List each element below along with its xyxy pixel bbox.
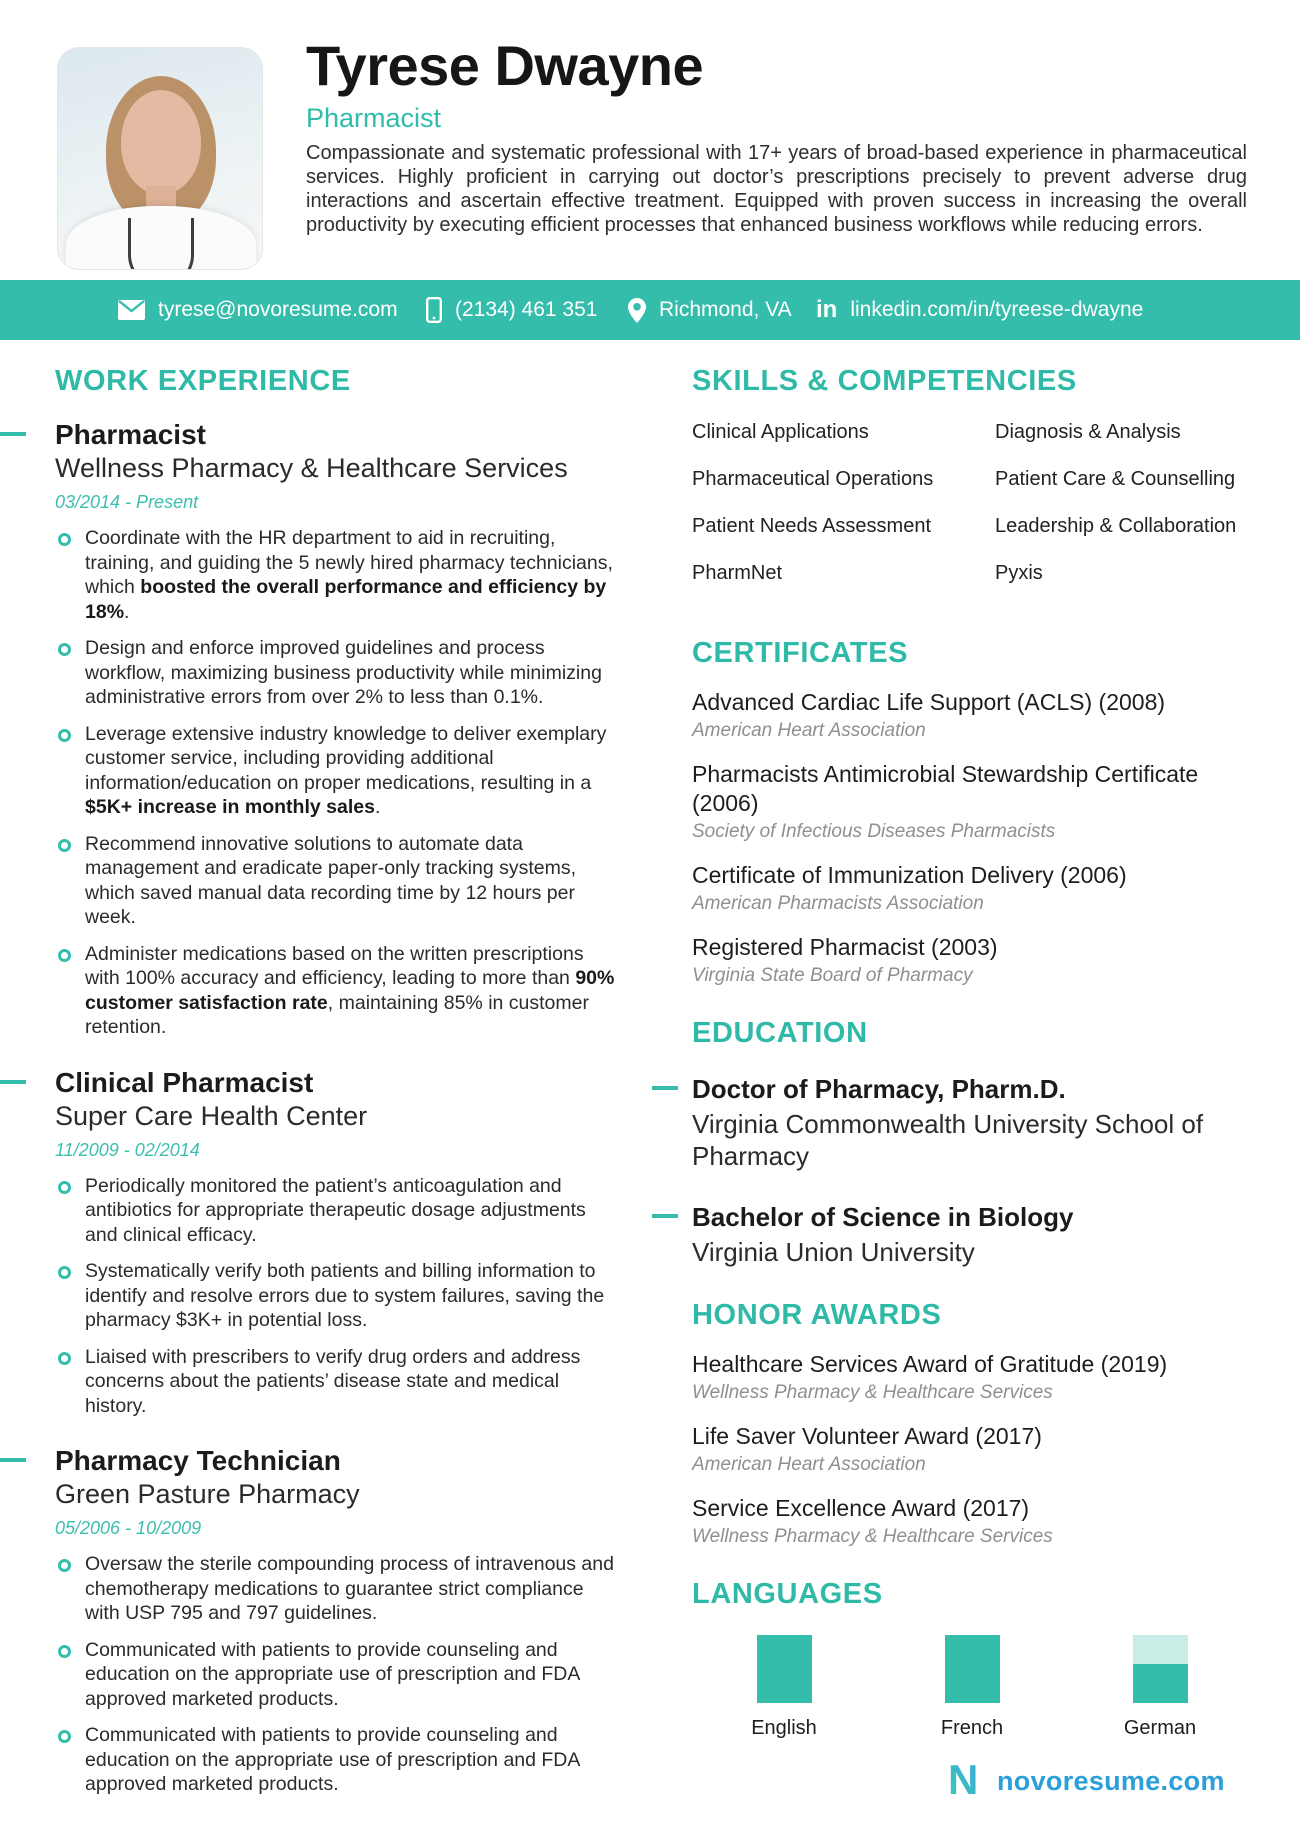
language-name: French xyxy=(940,1717,1004,1739)
education-section xyxy=(692,1016,1258,1268)
education-degree: Bachelor of Science in Biology xyxy=(692,1202,1074,1232)
job-entry xyxy=(55,1066,620,1419)
job-dates: 05/2006 - 10/2009 xyxy=(55,1518,202,1538)
language-level-box xyxy=(1133,1635,1188,1703)
language-level-fill xyxy=(1133,1664,1188,1703)
bullet-text: Recommend innovative solutions to automate data management and eradicate paper-only tracking systems, which saved manual data recording time by 12 hours per week. xyxy=(85,832,577,928)
job-bullet xyxy=(55,1345,620,1419)
certificates-heading: CERTIFICATES xyxy=(692,637,909,669)
professional-summary: Compassionate and systematic professional with 17+ years of broad-based experience in pharmaceutical services. Highly proficient in carrying out doctor’s prescriptions precisely to prevent adverse drug interactions and ascertain effective treatment. Equipped with proven success in increasing the overall productivity by executing efficient processes that enhanced business workflows while reducing errors. xyxy=(306,142,1247,236)
profile-photo xyxy=(57,47,263,270)
skill-item: Patient Needs Assessment xyxy=(692,515,932,537)
envelope-icon xyxy=(118,300,145,320)
skills-heading: SKILLS & COMPETENCIES xyxy=(692,365,1077,397)
work-experience-heading: WORK EXPERIENCE xyxy=(55,365,351,397)
bullet-text: , maintaining 85% in customer retention. xyxy=(85,991,589,1038)
education-degree: Doctor of Pharmacy, Pharm.D. xyxy=(692,1074,1066,1104)
job-bullet xyxy=(55,832,620,930)
bullet-text: Communicated with patients to provide counseling and education on the appropriate use of prescription and FDA approved marketed products. xyxy=(85,1638,580,1710)
award-issuer: Wellness Pharmacy & Healthcare Services xyxy=(692,1382,1053,1403)
language-item xyxy=(1102,1635,1218,1740)
education-school: Virginia Union University xyxy=(692,1237,975,1267)
honor-awards-heading: HONOR AWARDS xyxy=(692,1299,942,1331)
award-issuer: Wellness Pharmacy & Healthcare Services xyxy=(692,1526,1053,1547)
job-bullet xyxy=(55,1723,620,1797)
job-bullet xyxy=(55,1638,620,1712)
language-level-fill xyxy=(945,1635,1000,1703)
contact-email-text: tyrese@novoresume.com xyxy=(158,298,398,321)
contact-linkedin-text: linkedin.com/in/tyreese-dwayne xyxy=(850,298,1144,321)
language-level-box xyxy=(945,1635,1000,1703)
job-bullet xyxy=(55,1552,620,1626)
job-list xyxy=(55,418,620,1797)
job-bullet xyxy=(55,1174,620,1248)
contact-linkedin[interactable] xyxy=(816,280,1143,340)
contact-location-text: Richmond, VA xyxy=(659,298,792,321)
award-title: Service Excellence Award (2017) xyxy=(692,1495,1030,1521)
contact-phone[interactable] xyxy=(426,280,597,340)
skill-item: Diagnosis & Analysis xyxy=(995,421,1181,443)
language-item xyxy=(726,1635,842,1740)
education-item xyxy=(692,1074,1258,1172)
contact-email[interactable] xyxy=(118,280,398,340)
photo-stethoscope-shape xyxy=(128,218,194,270)
job-bullet xyxy=(55,942,620,1040)
skill-item: Pharmaceutical Operations xyxy=(692,468,934,490)
language-level-box xyxy=(757,1635,812,1703)
skill-item: Clinical Applications xyxy=(692,421,869,443)
certificate-issuer: Society of Infectious Diseases Pharmacists xyxy=(692,821,1056,842)
job-entry xyxy=(55,418,620,1040)
bullet-text: Leverage extensive industry knowledge to deliver exemplary customer service, including providing additional information/education on proper medications, resulting in a xyxy=(85,722,607,794)
bullet-text: Design and enforce improved guidelines and process workflow, maximizing business productivity while minimizing administrative errors from over 2% to less than 0.1%. xyxy=(85,637,602,708)
job-bullet xyxy=(55,722,620,820)
job-company: Green Pasture Pharmacy xyxy=(55,1479,360,1509)
phone-icon xyxy=(426,297,442,323)
languages-section xyxy=(692,1577,1258,1785)
skill-item: Pyxis xyxy=(995,562,1043,584)
award-title: Life Saver Volunteer Award (2017) xyxy=(692,1423,1042,1449)
photo-face-shape xyxy=(121,90,201,194)
certificate-item xyxy=(692,861,1258,916)
novoresume-brand[interactable] xyxy=(946,1758,1225,1805)
award-item xyxy=(692,1422,1258,1477)
contact-phone-text: (2134) 461 351 xyxy=(455,298,598,321)
languages-heading: LANGUAGES xyxy=(692,1578,883,1610)
certificate-item xyxy=(692,688,1258,743)
contact-bar xyxy=(0,280,1300,340)
job-bullet xyxy=(55,1259,620,1333)
job-company: Super Care Health Center xyxy=(55,1100,368,1131)
certificate-title: Registered Pharmacist (2003) xyxy=(692,934,998,960)
candidate-name: Tyrese Dwayne xyxy=(306,34,704,97)
bullet-text: Communicated with patients to provide counseling and education on the appropriate use of prescription and FDA approved marketed products. xyxy=(85,1724,580,1795)
linkedin-icon: in xyxy=(816,296,838,323)
right-column xyxy=(692,364,1258,1813)
education-list xyxy=(692,1074,1258,1268)
skill-item: PharmNet xyxy=(692,562,783,584)
award-issuer: American Heart Association xyxy=(692,1454,926,1475)
certificates-section xyxy=(692,636,1258,988)
job-title: Pharmacist xyxy=(55,419,206,450)
job-title: Pharmacy Technician xyxy=(55,1445,341,1476)
contact-location[interactable] xyxy=(628,280,792,340)
bullet-text: . xyxy=(374,796,381,818)
skills-section xyxy=(692,364,1258,608)
education-item xyxy=(692,1202,1258,1268)
language-name: German xyxy=(1123,1717,1197,1739)
language-item xyxy=(914,1635,1030,1740)
job-company: Wellness Pharmacy & Healthcare Services xyxy=(55,453,568,483)
award-title: Healthcare Services Award of Gratitude (2019) xyxy=(692,1351,1168,1377)
certificate-title: Certificate of Immunization Delivery (2006) xyxy=(692,862,1127,888)
award-item xyxy=(692,1350,1258,1405)
job-bullet xyxy=(55,526,620,624)
novoresume-n-logo-icon xyxy=(946,1758,988,1805)
certificate-issuer: Virginia State Board of Pharmacy xyxy=(692,965,973,986)
certificate-issuer: American Heart Association xyxy=(692,720,926,741)
skill-item: Leadership & Collaboration xyxy=(995,515,1237,537)
candidate-job-title: Pharmacist xyxy=(306,103,442,133)
bullet-text: Systematically verify both patients and billing information to identify and resolve errors due to system failures, saving the pharmacy $3K+ in potential loss. xyxy=(85,1260,605,1331)
skill-item: Patient Care & Counselling xyxy=(995,468,1236,490)
certificate-item xyxy=(692,933,1258,988)
award-list xyxy=(692,1350,1258,1549)
bullet-text: . xyxy=(124,600,130,623)
job-bullet-list xyxy=(55,1174,620,1419)
job-entry xyxy=(55,1444,620,1797)
bullet-highlight: 90% customer satisfaction rate xyxy=(85,967,615,1014)
certificate-title: Advanced Cardiac Life Support (ACLS) (2008) xyxy=(692,689,1166,715)
bullet-text: Administer medications based on the written prescriptions with 100% accuracy and efficiency, leading to more than xyxy=(85,942,584,989)
bullet-text: Coordinate with the HR department to aid in recruiting, training, and guiding the 5 newly hired pharmacy technicians, which xyxy=(85,527,613,598)
education-school: Virginia Commonwealth University School of Pharmacy xyxy=(692,1109,1204,1171)
language-level-empty xyxy=(1133,1635,1188,1664)
job-dates: 11/2009 - 02/2014 xyxy=(55,1139,200,1160)
left-column xyxy=(55,364,620,1823)
education-heading: EDUCATION xyxy=(692,1017,868,1049)
job-dates: 03/2014 - Present xyxy=(55,492,199,512)
bullet-text: Liaised with prescribers to verify drug orders and address concerns about the patients’ disease state and medical history. xyxy=(85,1345,581,1417)
job-bullet xyxy=(55,636,620,710)
certificate-title: Pharmacists Antimicrobial Stewardship Certificate (2006) xyxy=(692,761,1199,816)
bullet-text: Oversaw the sterile compounding process of intravenous and chemotherapy medications to guarantee strict compliance with USP 795 and 797 guidelines. xyxy=(85,1553,614,1624)
location-icon xyxy=(628,298,646,323)
certificate-list xyxy=(692,688,1258,988)
language-name: English xyxy=(751,1717,817,1739)
award-item xyxy=(692,1494,1258,1549)
language-level-fill xyxy=(757,1635,812,1703)
bullet-highlight: $5K+ increase in monthly sales xyxy=(85,796,375,818)
honor-awards-section xyxy=(692,1298,1258,1549)
job-bullet-list xyxy=(55,526,620,1040)
skills-grid xyxy=(692,420,1258,608)
certificate-issuer: American Pharmacists Association xyxy=(692,893,984,914)
svg-text:N: N xyxy=(948,1758,979,1800)
brand-text: novoresume.com xyxy=(997,1766,1225,1796)
job-bullet-list xyxy=(55,1552,620,1797)
certificate-item xyxy=(692,760,1258,844)
work-experience-section xyxy=(55,364,620,1797)
bullet-text: Periodically monitored the patient’s anticoagulation and antibiotics for appropriate therapeutic dosage adjustments and clinical efficacy. xyxy=(85,1174,586,1246)
job-title: Clinical Pharmacist xyxy=(55,1066,314,1098)
bullet-highlight: boosted the overall performance and efficiency by 18% xyxy=(85,576,607,623)
